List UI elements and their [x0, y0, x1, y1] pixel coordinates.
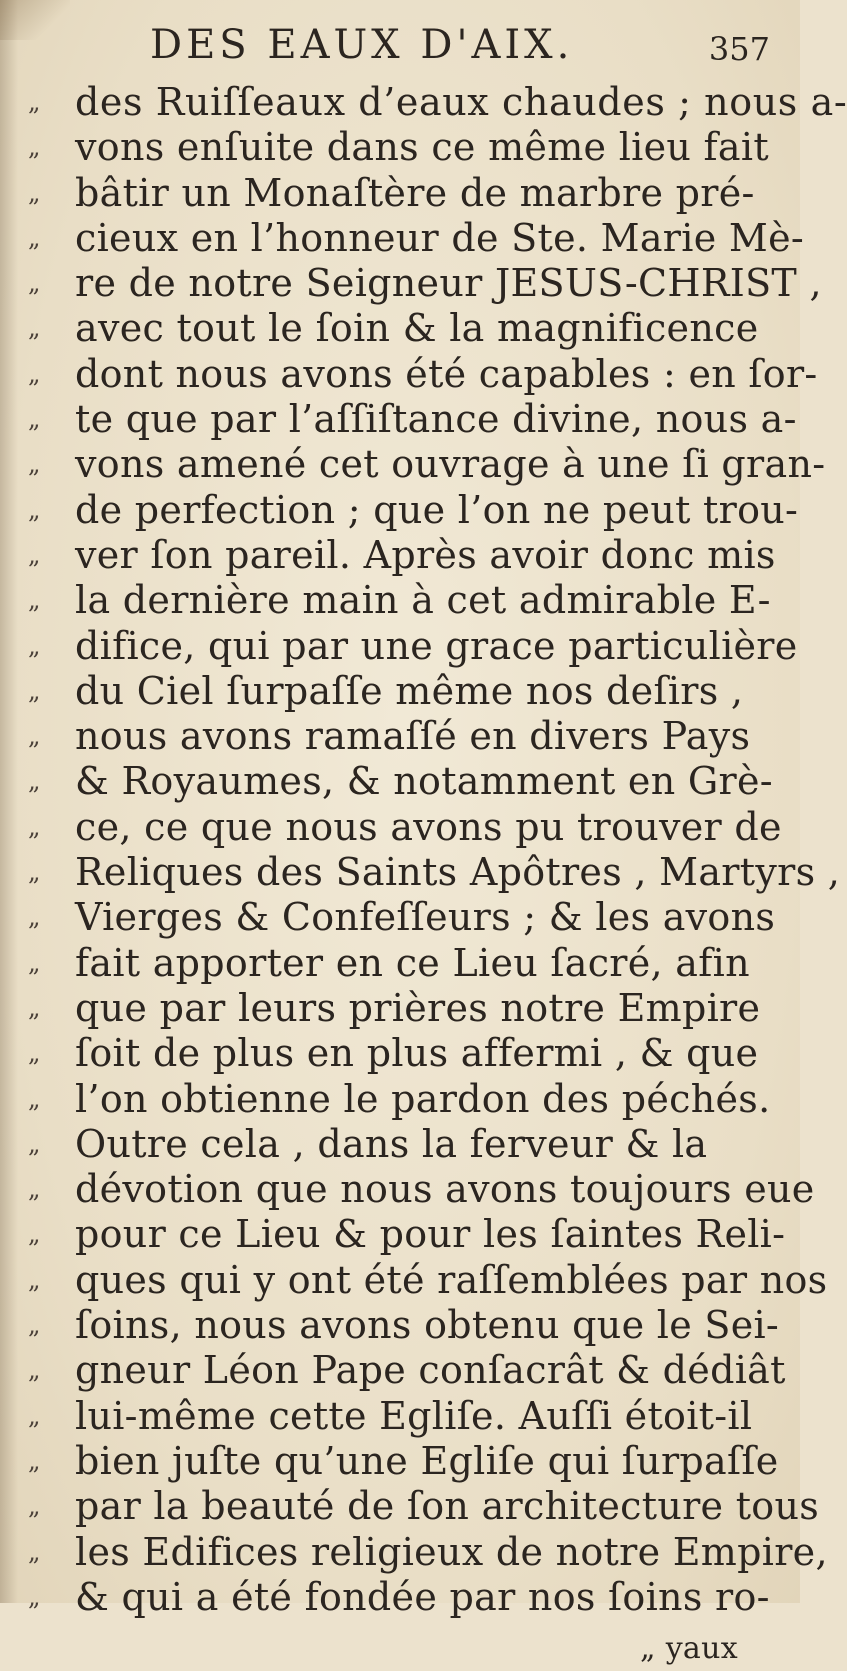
catchword-text: yaux: [665, 1631, 738, 1667]
line-text: ques qui y ont été raſſemblées par nos: [75, 1257, 828, 1302]
line-text: ce, ce que nous avons pu trouver de: [75, 804, 782, 849]
line-text: vons amené cet ouvrage à une ſi gran-: [75, 442, 826, 487]
quotation-mark: „: [28, 722, 39, 751]
line-text: Outre cela , dans la ferveur & la: [75, 1121, 708, 1166]
line-text: avec tout le ſoin & la magnificence: [75, 306, 759, 351]
line-text: dévotion que nous avons toujours eue: [75, 1167, 815, 1212]
quotation-mark: „: [28, 1129, 39, 1158]
text-line: [0, 669, 800, 714]
line-text: du Ciel ſurpaſſe même nos deſirs ,: [75, 668, 744, 713]
quotation-mark: „: [28, 858, 39, 887]
catchword-line: [0, 1620, 800, 1665]
text-line: [0, 533, 800, 578]
text-line: [0, 1077, 800, 1122]
quotation-mark: „: [28, 1446, 39, 1475]
quotation-mark: „: [28, 223, 39, 252]
quotation-mark: „: [28, 1265, 39, 1294]
line-text: re de notre Seigneur JESUS-CHRIST ,: [75, 261, 822, 306]
running-header: [150, 20, 770, 70]
text-line: [0, 895, 800, 940]
text-line: [0, 986, 800, 1031]
quotation-mark: „: [28, 1175, 39, 1204]
text-line: [0, 351, 818, 397]
line-text: bien juſte qu’une Egliſe qui ſurpaſſe: [75, 1438, 779, 1483]
quotation-mark: „: [28, 1356, 39, 1385]
line-text: nous avons ramaſſé en divers Pays: [75, 714, 751, 759]
text-line: [0, 80, 847, 125]
line-text: l’on obtienne le pardon des péchés.: [75, 1076, 771, 1121]
text-line: [0, 1529, 828, 1575]
quotation-mark: „: [28, 178, 39, 207]
text-line: [0, 1212, 800, 1257]
line-text: la dernière main à cet admirable E-: [75, 578, 771, 623]
quotation-mark: „: [28, 133, 39, 162]
text-line: [0, 805, 800, 850]
line-text: pour ce Lieu & pour les ſaintes Reli-: [75, 1212, 786, 1257]
line-text: les Edifices religieux de notre Empire,: [75, 1529, 828, 1574]
line-text: ver ſon pareil. Après avoir donc mis: [75, 532, 776, 577]
quotation-mark: „: [28, 676, 39, 705]
line-text: dont nous avons été capables : en ſor-: [75, 351, 818, 396]
quotation-mark: „: [28, 767, 39, 796]
running-title: DES EAUX D'AIX.: [150, 22, 574, 68]
text-line: [0, 1167, 815, 1212]
quotation-mark: „: [28, 1311, 39, 1340]
quotation-mark: „: [28, 812, 39, 841]
quotation-mark: „: [28, 993, 39, 1022]
line-text: gneur Léon Pape conſacrât & dédiât: [75, 1348, 786, 1393]
quotation-mark: „: [28, 586, 39, 615]
text-line: [0, 306, 800, 351]
text-line: [0, 261, 822, 306]
quotation-mark: „: [28, 314, 39, 343]
quotation-mark: „: [28, 450, 39, 479]
quotation-mark: „: [28, 359, 39, 388]
quotation-mark: „: [28, 1401, 39, 1430]
text-line: [0, 941, 800, 986]
line-text: Vierges & Confeſſeurs ; & les avons: [75, 895, 776, 940]
text-line: [0, 1439, 800, 1484]
quotation-mark: „: [28, 495, 39, 524]
page-number: 357: [708, 30, 770, 68]
quotation-mark: „: [28, 269, 39, 298]
quotation-mark: „: [28, 631, 39, 660]
text-line: [0, 397, 800, 442]
line-text: & qui a été fondée par nos ſoins ro-: [75, 1574, 770, 1619]
line-text: te que par l’aſſiſtance divine, nous a-: [75, 397, 797, 442]
text-line: [0, 850, 841, 895]
text-line: [0, 1348, 800, 1393]
quotation-mark: „: [28, 1039, 39, 1068]
quotation-mark: „: [28, 948, 39, 977]
quotation-mark: „: [28, 405, 39, 434]
text-line: [0, 442, 826, 487]
page-corner-stain: [0, 0, 70, 40]
text-line: [0, 624, 800, 669]
text-line: [0, 1303, 800, 1348]
quotation-mark: „: [28, 903, 39, 932]
line-text: bâtir un Monaſtère de marbre pré-: [75, 170, 755, 215]
line-text: que par leurs prières notre Empire: [75, 985, 761, 1030]
line-text: vons enſuite dans ce même lieu fait: [75, 125, 769, 170]
line-text: ſoit de plus en plus affermi , & que: [75, 1031, 759, 1076]
quotation-mark: „: [28, 1492, 39, 1521]
text-line: [0, 125, 800, 170]
line-text: cieux en l’honneur de Ste. Marie Mè-: [75, 215, 805, 260]
line-text: Reliques des Saints Apôtres , Martyrs ,: [75, 850, 841, 895]
quotation-mark: „: [28, 1537, 39, 1566]
text-line: [0, 1394, 800, 1439]
line-text: lui-même cette Egliſe. Auſſi étoit-il: [75, 1393, 753, 1438]
line-text: ſoins, nous avons obtenu que le Sei-: [75, 1303, 780, 1348]
quotation-mark: „: [28, 88, 39, 116]
catchword: [640, 1626, 738, 1671]
line-text: difice, qui par une grace particulière: [75, 623, 798, 668]
text-line: [0, 1575, 800, 1620]
catchword-marker: „: [640, 1631, 656, 1667]
quotation-mark: „: [28, 1582, 39, 1611]
text-line: [0, 759, 800, 804]
line-text: de perfection ; que l’on ne peut trou-: [75, 487, 799, 532]
line-text: & Royaumes, & notamment en Grè-: [75, 759, 773, 804]
text-line: [0, 1257, 828, 1303]
quotation-mark: „: [28, 1220, 39, 1249]
text-line: [0, 215, 805, 261]
line-text: des Ruiſſeaux d’eaux chaudes ; nous a-: [75, 80, 847, 124]
text-line: [0, 1031, 800, 1076]
body-text: [0, 80, 847, 1667]
text-line: [0, 1122, 800, 1167]
text-line: [0, 171, 800, 216]
quotation-mark: „: [28, 1084, 39, 1113]
text-line: [0, 578, 800, 623]
line-text: par la beauté de ſon architecture tous: [75, 1484, 820, 1529]
text-line: [0, 714, 800, 759]
quotation-mark: „: [28, 540, 39, 569]
text-line: [0, 488, 800, 533]
line-text: fait apporter en ce Lieu ſacré, afin: [75, 940, 750, 985]
text-line: [0, 1484, 820, 1529]
